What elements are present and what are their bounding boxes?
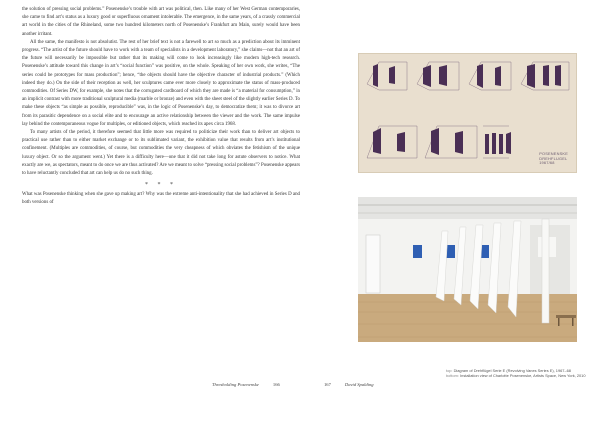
caption-top: top: Diagram of Drehflügel Serie E (Revolving Vanes Series E), 1967–68 xyxy=(446,368,571,373)
running-title: Thresholding Posenenske xyxy=(212,382,259,387)
left-page-text xyxy=(22,6,300,208)
footer-left xyxy=(212,382,294,387)
diagram-plate xyxy=(358,53,577,173)
paragraph-2: All the same, the manifesto is not absolutist. The rest of her brief text is not a farewell to art so much as a prediction about its imminent progress. “The artist of the future should have to work with a team of specialists in a development laboratory,” she claims—not that an art of the future will necessarily be impossible but rather that its making will come to look increasingly like modern high-tech research. Posenenske’s attitude toward this change in art’s “social function” was positive, on the whole. Speaking of her own work, she writes, “The series could be prototypes for mass production”; hence, “the objects should have the objective character of industrial products.” (Which indeed they do.) On the side of their reception as well, her sculptures came ever more closely to approximate the status of mass-produced commodities. Of Series DW, for example, she notes that the corrugated cardboard of which they are made is “a material for consumption,” in an implicit contrast with more traditional sculptural media (marble or bronze) and even with the sheet steel of the slightly earlier Series D. To make these objects “as simple as possible, reproducible” was, in the logic of Posenenske’s day, to democratize them; it was to divorce art from its parasitic dependence on a social elite and to encourage an active relationship between the viewer and the work. The same impulse lay behind the contemporaneous vogue for multiples, or editioned objects, which reached its apex circa 1968. xyxy=(22,39,300,127)
paragraph-1: the solution of pressing social problems.” Posenenske’s trouble with art was political, then. Like many of her West German contemporaries, she came to find art’s status as a luxury good or superfluous ornament intolerable. The emergence, in the same years, of a crassly commercial art world in the cities of the Rhineland, some two hundred kilometers north of Posenenske’s Frankfurt am Main, surely would have been another irritant. xyxy=(22,7,300,37)
footer-right xyxy=(310,382,374,387)
page-number-right: 167 xyxy=(324,382,331,387)
page-number-left: 166 xyxy=(272,382,280,387)
sheet-label: POSENENSKE DREHFLUGEL 1967/68 xyxy=(539,151,568,166)
section-separator: * * * xyxy=(145,182,177,189)
paragraph-closing: What was Posenenske thinking when she gave up making art? Why was the extreme anti-intentionality that she had achieved in Series D and both versions of xyxy=(22,192,300,206)
caption-bottom: bottom: Installation view of Charlotte Posenenske, Artists Space, New York, 2010 xyxy=(446,372,586,378)
paragraph-3: To many artists of the period, it therefore seemed that little more was required to politicize their work than to deliver art objects to practical use rather than to either market exchange or to its sublimated variant, the exhibition value that results from art’s institutional confinement. (Multiples are commodities, of course, but commodities the very cheapness of which obviates the fetishism of the unique luxury object. Or so the argument went.) Yet there is a difficulty here—one that it did not take long for astute observers to notice. What exactly are we, as spectators, meant to do once we are thus activated? Are we meant to solve “pressing social problems”? Posenenske appears to have reluctantly concluded that art can help us do no such thing. xyxy=(22,130,300,177)
figure-caption xyxy=(446,369,586,378)
installation-photo xyxy=(358,197,577,342)
gallery-scene xyxy=(358,197,577,342)
running-author: David Spalding xyxy=(344,382,374,387)
